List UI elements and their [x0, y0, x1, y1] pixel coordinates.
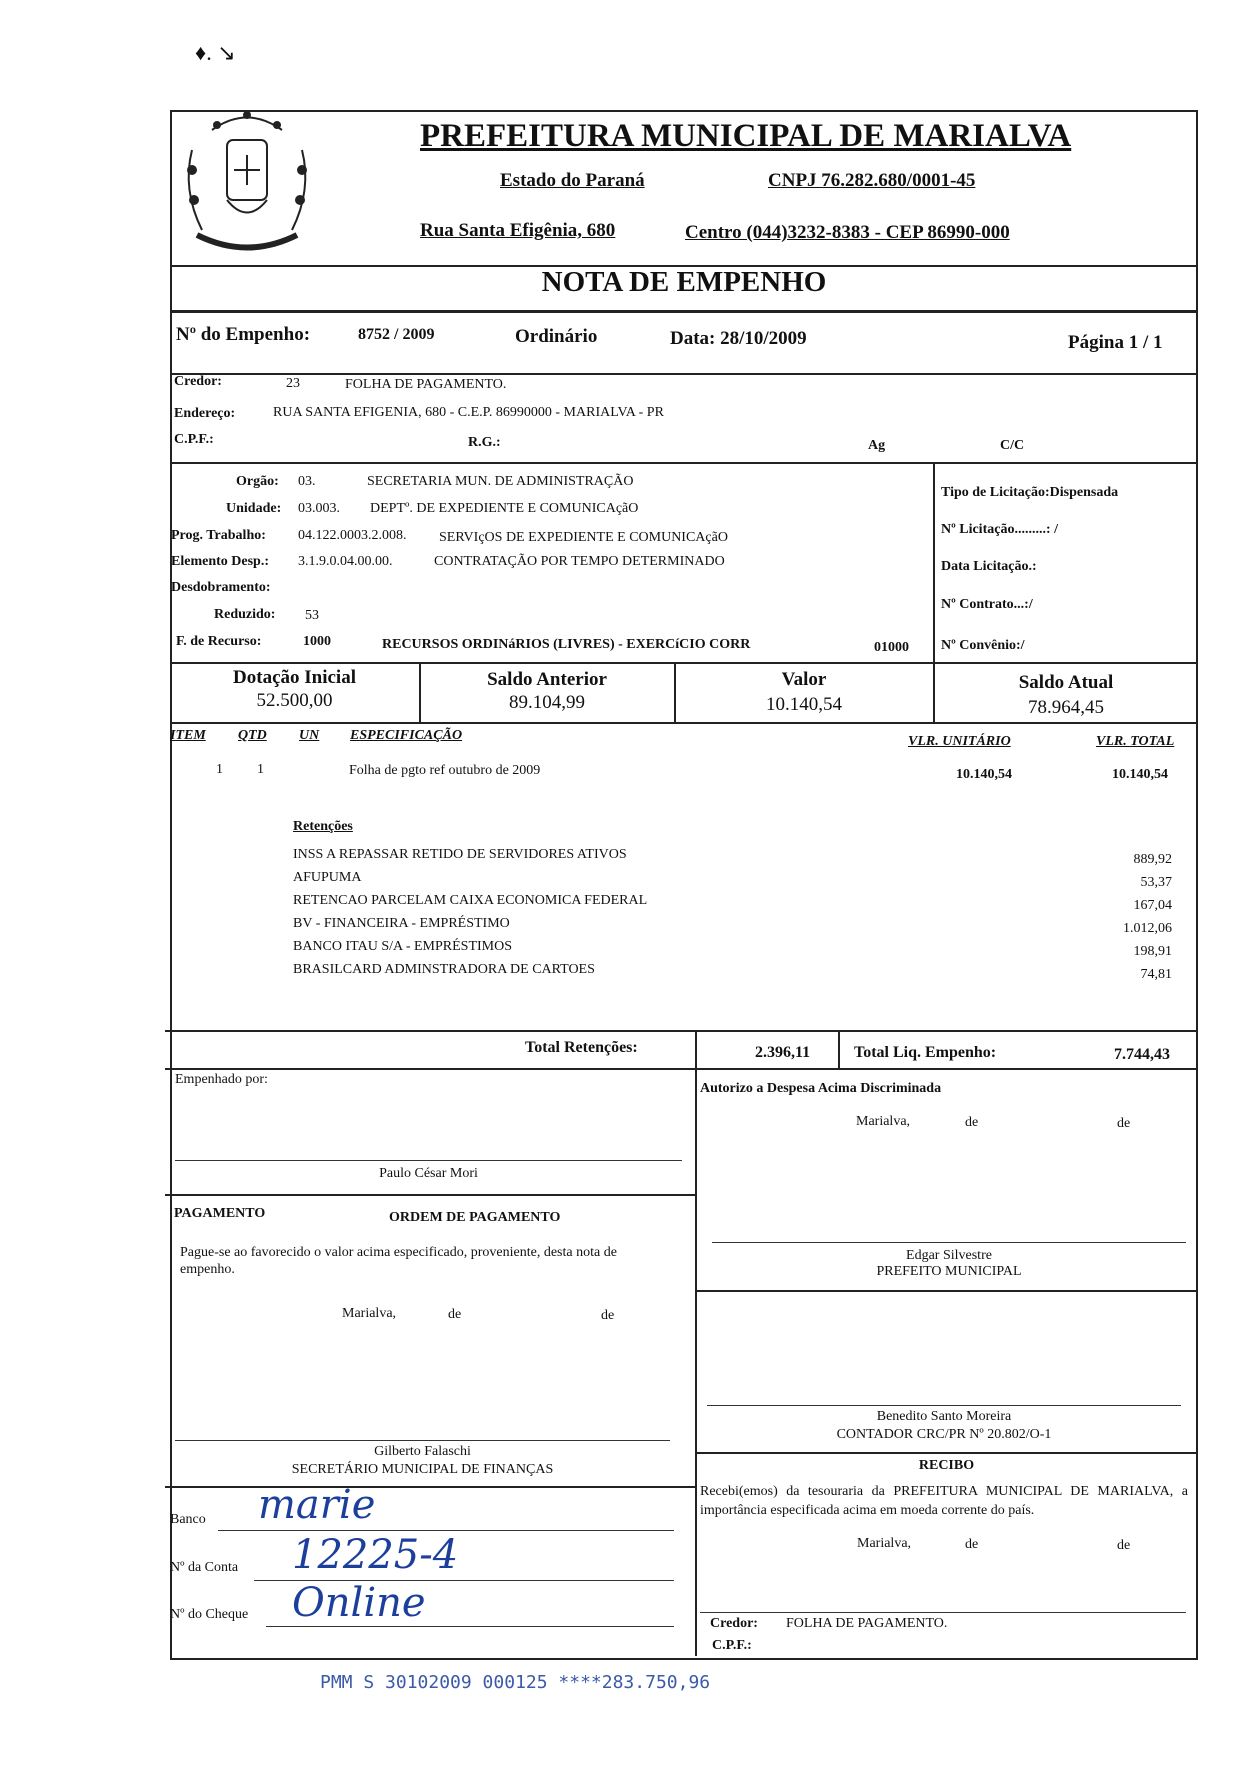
retencao-value: 167,04 [1133, 898, 1172, 913]
ag-label: Ag [868, 438, 886, 453]
list-item: AFUPUMA [293, 870, 362, 885]
dotacao-value: 52.500,00 [256, 690, 333, 711]
item-vlr-total: 10.140,54 [1112, 767, 1168, 782]
recibo-de1: de [965, 1537, 979, 1552]
rg-label: R.G.: [468, 435, 501, 450]
tipo-licitacao: Tipo de Licitação:Dispensada [941, 485, 1119, 500]
conta-label: Nº da Conta [170, 1560, 239, 1575]
prog-name: SERVIçOS DE EXPEDIENTE E COMUNICAçãO [439, 530, 728, 545]
pagamento-label: PAGAMENTO [174, 1206, 266, 1221]
prog-code: 04.122.0003.2.008. [298, 528, 407, 543]
prog-label: Prog. Trabalho: [171, 528, 266, 543]
document-title: NOTA DE EMPENHO [541, 266, 827, 298]
list-item: BANCO ITAU S/A - EMPRÉSTIMOS [293, 939, 513, 954]
total-liquido-value: 7.744,43 [1114, 1046, 1170, 1063]
conta-handwritten: 12225-4 [292, 1532, 459, 1578]
item-especificacao: Folha de pgto ref outubro de 2009 [349, 763, 541, 778]
elemento-label: Elemento Desp.: [171, 554, 269, 569]
unidade-name: DEPTº. DE EXPEDIENTE E COMUNICAçãO [370, 501, 639, 516]
autorizo-de2: de [1117, 1116, 1131, 1131]
prefeito-role: PREFEITO MUNICIPAL [876, 1264, 1022, 1279]
pagamento-city: Marialva, [342, 1306, 397, 1321]
cheque-handwritten: Online [292, 1580, 426, 1626]
banco-label: Banco [170, 1512, 206, 1527]
orgao-name: SECRETARIA MUN. DE ADMINISTRAÇÃO [367, 474, 634, 489]
list-item: RETENCAO PARCELAM CAIXA ECONOMICA FEDERAL [293, 893, 648, 908]
empenhado-signer: Paulo César Mori [379, 1166, 478, 1181]
page-title: PREFEITURA MUNICIPAL DE MARIALVA [420, 118, 1072, 154]
total-liquido-label: Total Liq. Empenho: [854, 1044, 997, 1061]
total-retencoes-value: 2.396,11 [755, 1044, 811, 1061]
credor-code: 23 [286, 376, 300, 391]
estado: Estado do Paraná [500, 170, 645, 191]
col-vlr-unitario: VLR. UNITÁRIO [908, 734, 1011, 749]
recibo-text: Recebi(emos) da tesouraria da PREFEITURA MUNICIPAL DE MARIALVA, a importância especificada acima em moeda corrente do país. [700, 1484, 1188, 1518]
prefeito-signer: Edgar Silvestre [906, 1248, 992, 1263]
empenhado-label: Empenhado por: [175, 1072, 268, 1087]
cc-label: C/C [1000, 438, 1025, 453]
recibo-credor: FOLHA DE PAGAMENTO. [786, 1616, 948, 1631]
credor-name: FOLHA DE PAGAMENTO. [345, 377, 507, 392]
secretario-role: SECRETÁRIO MUNICIPAL DE FINANÇAS [291, 1462, 554, 1477]
unidade-code: 03.003. [298, 501, 340, 516]
orgao-code: 03. [298, 474, 316, 489]
endereco: RUA SANTA EFIGENIA, 680 - C.E.P. 86990000 - MARIALVA - PR [273, 405, 664, 420]
retencoes-title: Retenções [293, 819, 353, 834]
retencao-value: 53,37 [1140, 875, 1172, 890]
secretario-signer: Gilberto Falaschi [374, 1444, 471, 1459]
contador-signer: Benedito Santo Moreira [876, 1409, 1012, 1424]
col-vlr-total: VLR. TOTAL [1096, 734, 1175, 749]
cpf-label: C.P.F.: [174, 432, 214, 447]
autorizo-de1: de [965, 1115, 979, 1130]
coat-of-arms-icon [172, 100, 322, 260]
address: Rua Santa Efigênia, 680 [420, 220, 616, 241]
col-un: UN [299, 728, 320, 743]
col-especificacao: ESPECIFICAÇÃO [350, 728, 463, 743]
contact: Centro (044)3232-8383 - CEP 86990-000 [685, 222, 1010, 243]
endereco-label: Endereço: [174, 406, 236, 421]
valor-value: 10.140,54 [766, 694, 842, 715]
item-number: 1 [216, 762, 223, 777]
empenho-pagina: Página 1 / 1 [1068, 332, 1163, 353]
pagamento-de1: de [448, 1307, 462, 1322]
empenho-tipo: Ordinário [515, 326, 598, 347]
retencoes-values [1060, 848, 1172, 986]
recurso-name: RECURSOS ORDINáRIOS (LIVRES) - EXERCíCIO CORR [382, 637, 751, 652]
pagamento-de2: de [601, 1308, 615, 1323]
autorizo-title: Autorizo a Despesa Acima Discriminada [700, 1081, 942, 1096]
retencao-value: 889,92 [1133, 852, 1172, 867]
unidade-label: Unidade: [226, 501, 282, 516]
orgao-label: Orgão: [236, 474, 279, 489]
bank-stamp: PMM S 30102009 000125 ****283.750,96 [320, 1672, 711, 1693]
banco-handwritten: marie [258, 1482, 376, 1528]
recibo-credor-label: Credor: [710, 1616, 758, 1631]
reduzido-label: Reduzido: [214, 607, 276, 622]
ordem-pagamento: ORDEM DE PAGAMENTO [389, 1210, 561, 1225]
saldo-anterior-label: Saldo Anterior [487, 669, 607, 690]
pagamento-text: Pague-se ao favorecido o valor acima especificado, proveniente, desta nota de empenho. [180, 1245, 617, 1277]
col-qtd: QTD [238, 728, 267, 743]
list-item: BRASILCARD ADMINSTRADORA DE CARTOES [293, 962, 595, 977]
autorizo-city: Marialva, [856, 1114, 911, 1129]
recurso-code: 1000 [303, 634, 331, 649]
empenho-data: Data: 28/10/2009 [670, 328, 807, 349]
col-item: ITEM [170, 728, 206, 743]
list-item: BV - FINANCEIRA - EMPRÉSTIMO [293, 916, 510, 931]
item-qtd: 1 [257, 762, 264, 777]
recibo-de2: de [1117, 1538, 1131, 1553]
cheque-label: Nº do Cheque [170, 1607, 249, 1622]
recibo-cpf-label: C.P.F.: [712, 1638, 752, 1653]
reduzido-value: 53 [305, 608, 319, 623]
total-retencoes-label: Total Retenções: [525, 1039, 638, 1056]
recurso-num: 01000 [874, 640, 909, 655]
recurso-label: F. de Recurso: [176, 634, 262, 649]
recibo-title: RECIBO [918, 1458, 975, 1473]
empenho-label: Nº do Empenho: [176, 324, 311, 345]
contador-role: CONTADOR CRC/PR Nº 20.802/O-1 [836, 1427, 1052, 1442]
saldo-atual-label: Saldo Atual [1018, 672, 1114, 693]
scan-mark: ♦. ↘ [195, 40, 236, 65]
saldo-anterior-value: 89.104,99 [509, 692, 585, 713]
dotacao-label: Dotação Inicial [233, 667, 356, 688]
desdobramento-label: Desdobramento: [171, 580, 271, 595]
numero-licitacao: Nº Licitação.........: / [941, 522, 1058, 537]
credor-label: Credor: [174, 374, 222, 389]
recibo-city: Marialva, [857, 1536, 912, 1551]
elemento-code: 3.1.9.0.04.00.00. [298, 554, 393, 569]
empenho-number: 8752 / 2009 [358, 326, 435, 343]
saldo-atual-value: 78.964,45 [1028, 697, 1104, 718]
list-item: INSS A REPASSAR RETIDO DE SERVIDORES ATIVOS [293, 847, 627, 862]
retencao-value: 198,91 [1133, 944, 1172, 959]
cnpj: CNPJ 76.282.680/0001-45 [768, 170, 976, 191]
elemento-name: CONTRATAÇÃO POR TEMPO DETERMINADO [434, 554, 725, 569]
data-licitacao: Data Licitação.: [941, 559, 1037, 574]
retencao-value: 1.012,06 [1123, 921, 1172, 936]
item-vlr-unitario: 10.140,54 [956, 767, 1012, 782]
retencoes-list [293, 843, 647, 981]
retencao-value: 74,81 [1140, 967, 1172, 982]
valor-label: Valor [781, 669, 827, 690]
numero-convenio: Nº Convênio:/ [941, 638, 1025, 653]
numero-contrato: Nº Contrato...:/ [941, 597, 1033, 612]
